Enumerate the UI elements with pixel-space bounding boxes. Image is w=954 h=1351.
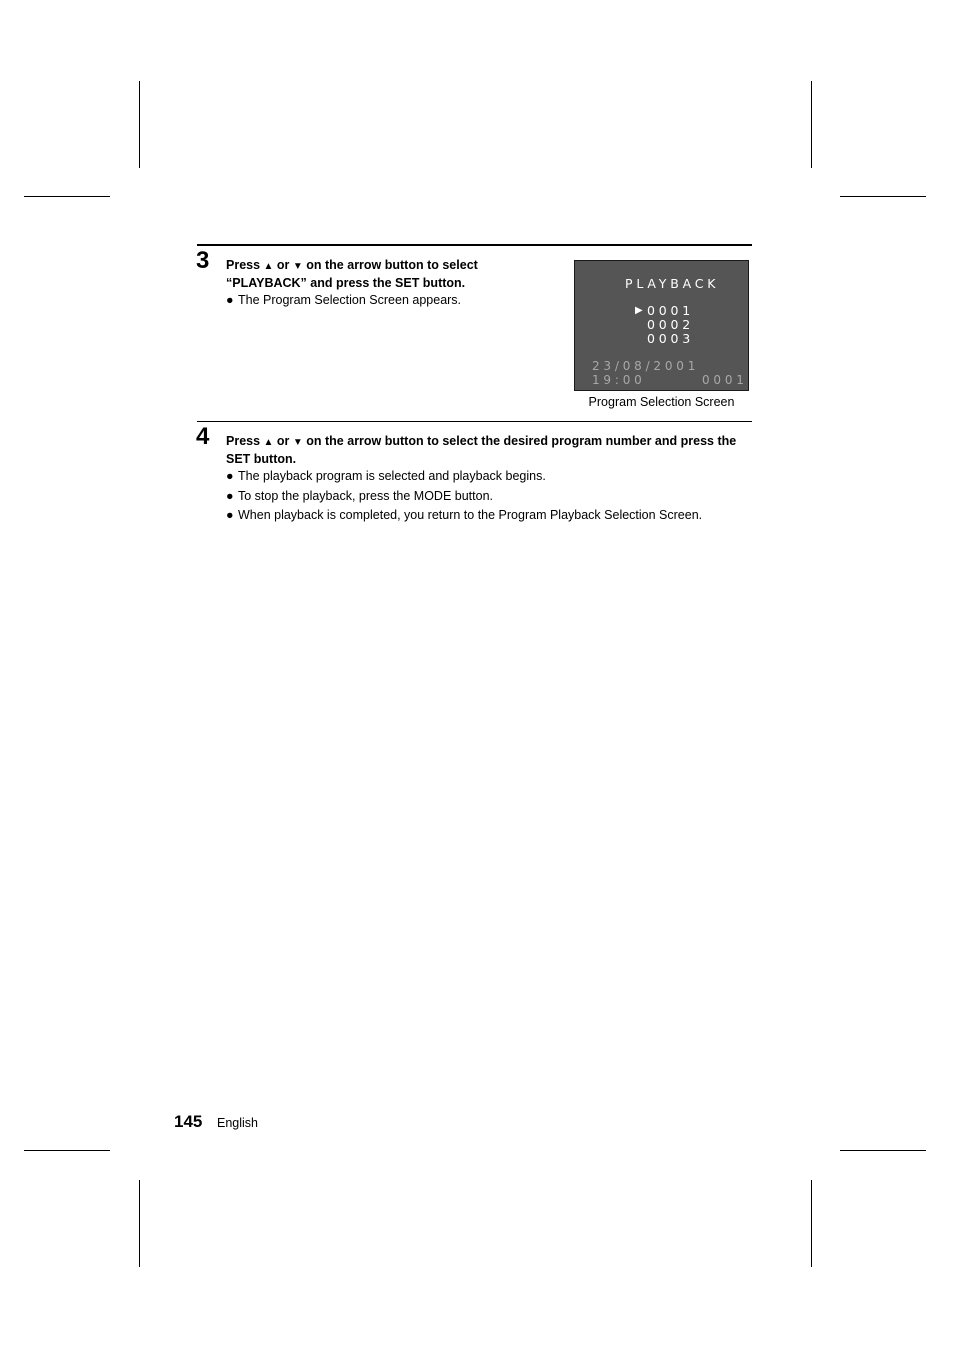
- program-item: 0001: [647, 303, 695, 318]
- program-item: 0002: [647, 317, 695, 332]
- screen-caption: Program Selection Screen: [588, 395, 735, 409]
- screen-counter: 0001: [702, 373, 748, 387]
- screen-title: PLAYBACK: [625, 276, 720, 291]
- list-item: ● The playback program is selected and playback begins.: [226, 469, 546, 483]
- crop-mark: [139, 1180, 140, 1267]
- crop-mark: [24, 196, 110, 197]
- step-instruction: Press ▲ or ▼ on the arrow button to select “PLAYBACK” and press the SET button.: [226, 258, 478, 290]
- page-number: 145: [174, 1112, 203, 1131]
- step-instruction: Press ▲ or ▼ on the arrow button to select the desired program number and press the SET button.: [226, 434, 737, 466]
- up-arrow-icon: ▲: [263, 437, 274, 448]
- list-item: ● When playback is completed, you return to the Program Playback Selection Screen.: [226, 508, 703, 522]
- step-divider: [197, 421, 752, 422]
- list-item: ● The Program Selection Screen appears.: [226, 293, 462, 307]
- step-number: 4: [196, 423, 210, 450]
- crop-mark: [840, 1150, 926, 1151]
- step-number: 3: [196, 247, 210, 274]
- up-arrow-icon: ▲: [263, 261, 274, 272]
- bullet-icon: ●: [226, 469, 234, 483]
- crop-mark: [139, 81, 140, 168]
- crop-mark: [811, 1180, 812, 1267]
- down-arrow-icon: ▼: [292, 437, 303, 448]
- down-arrow-icon: ▼: [292, 261, 303, 272]
- bullet-list: [226, 292, 461, 308]
- crop-mark: [840, 196, 926, 197]
- list-item: ● To stop the playback, press the MODE button.: [226, 488, 493, 503]
- bullet-icon: ●: [226, 293, 234, 307]
- screen-date: 23/08/2001: [592, 359, 700, 373]
- bullet-icon: ●: [226, 508, 234, 522]
- bullet-list: [226, 468, 702, 523]
- crop-mark: [24, 1150, 110, 1151]
- cursor-icon: ▶: [635, 305, 643, 316]
- program-item: 0003: [647, 331, 695, 346]
- page-language: English: [217, 1116, 258, 1130]
- program-selection-screen: [574, 260, 749, 391]
- step-divider: [197, 244, 752, 246]
- screen-time: 19:00: [592, 373, 646, 387]
- bullet-icon: ●: [226, 488, 234, 503]
- crop-mark: [811, 81, 812, 168]
